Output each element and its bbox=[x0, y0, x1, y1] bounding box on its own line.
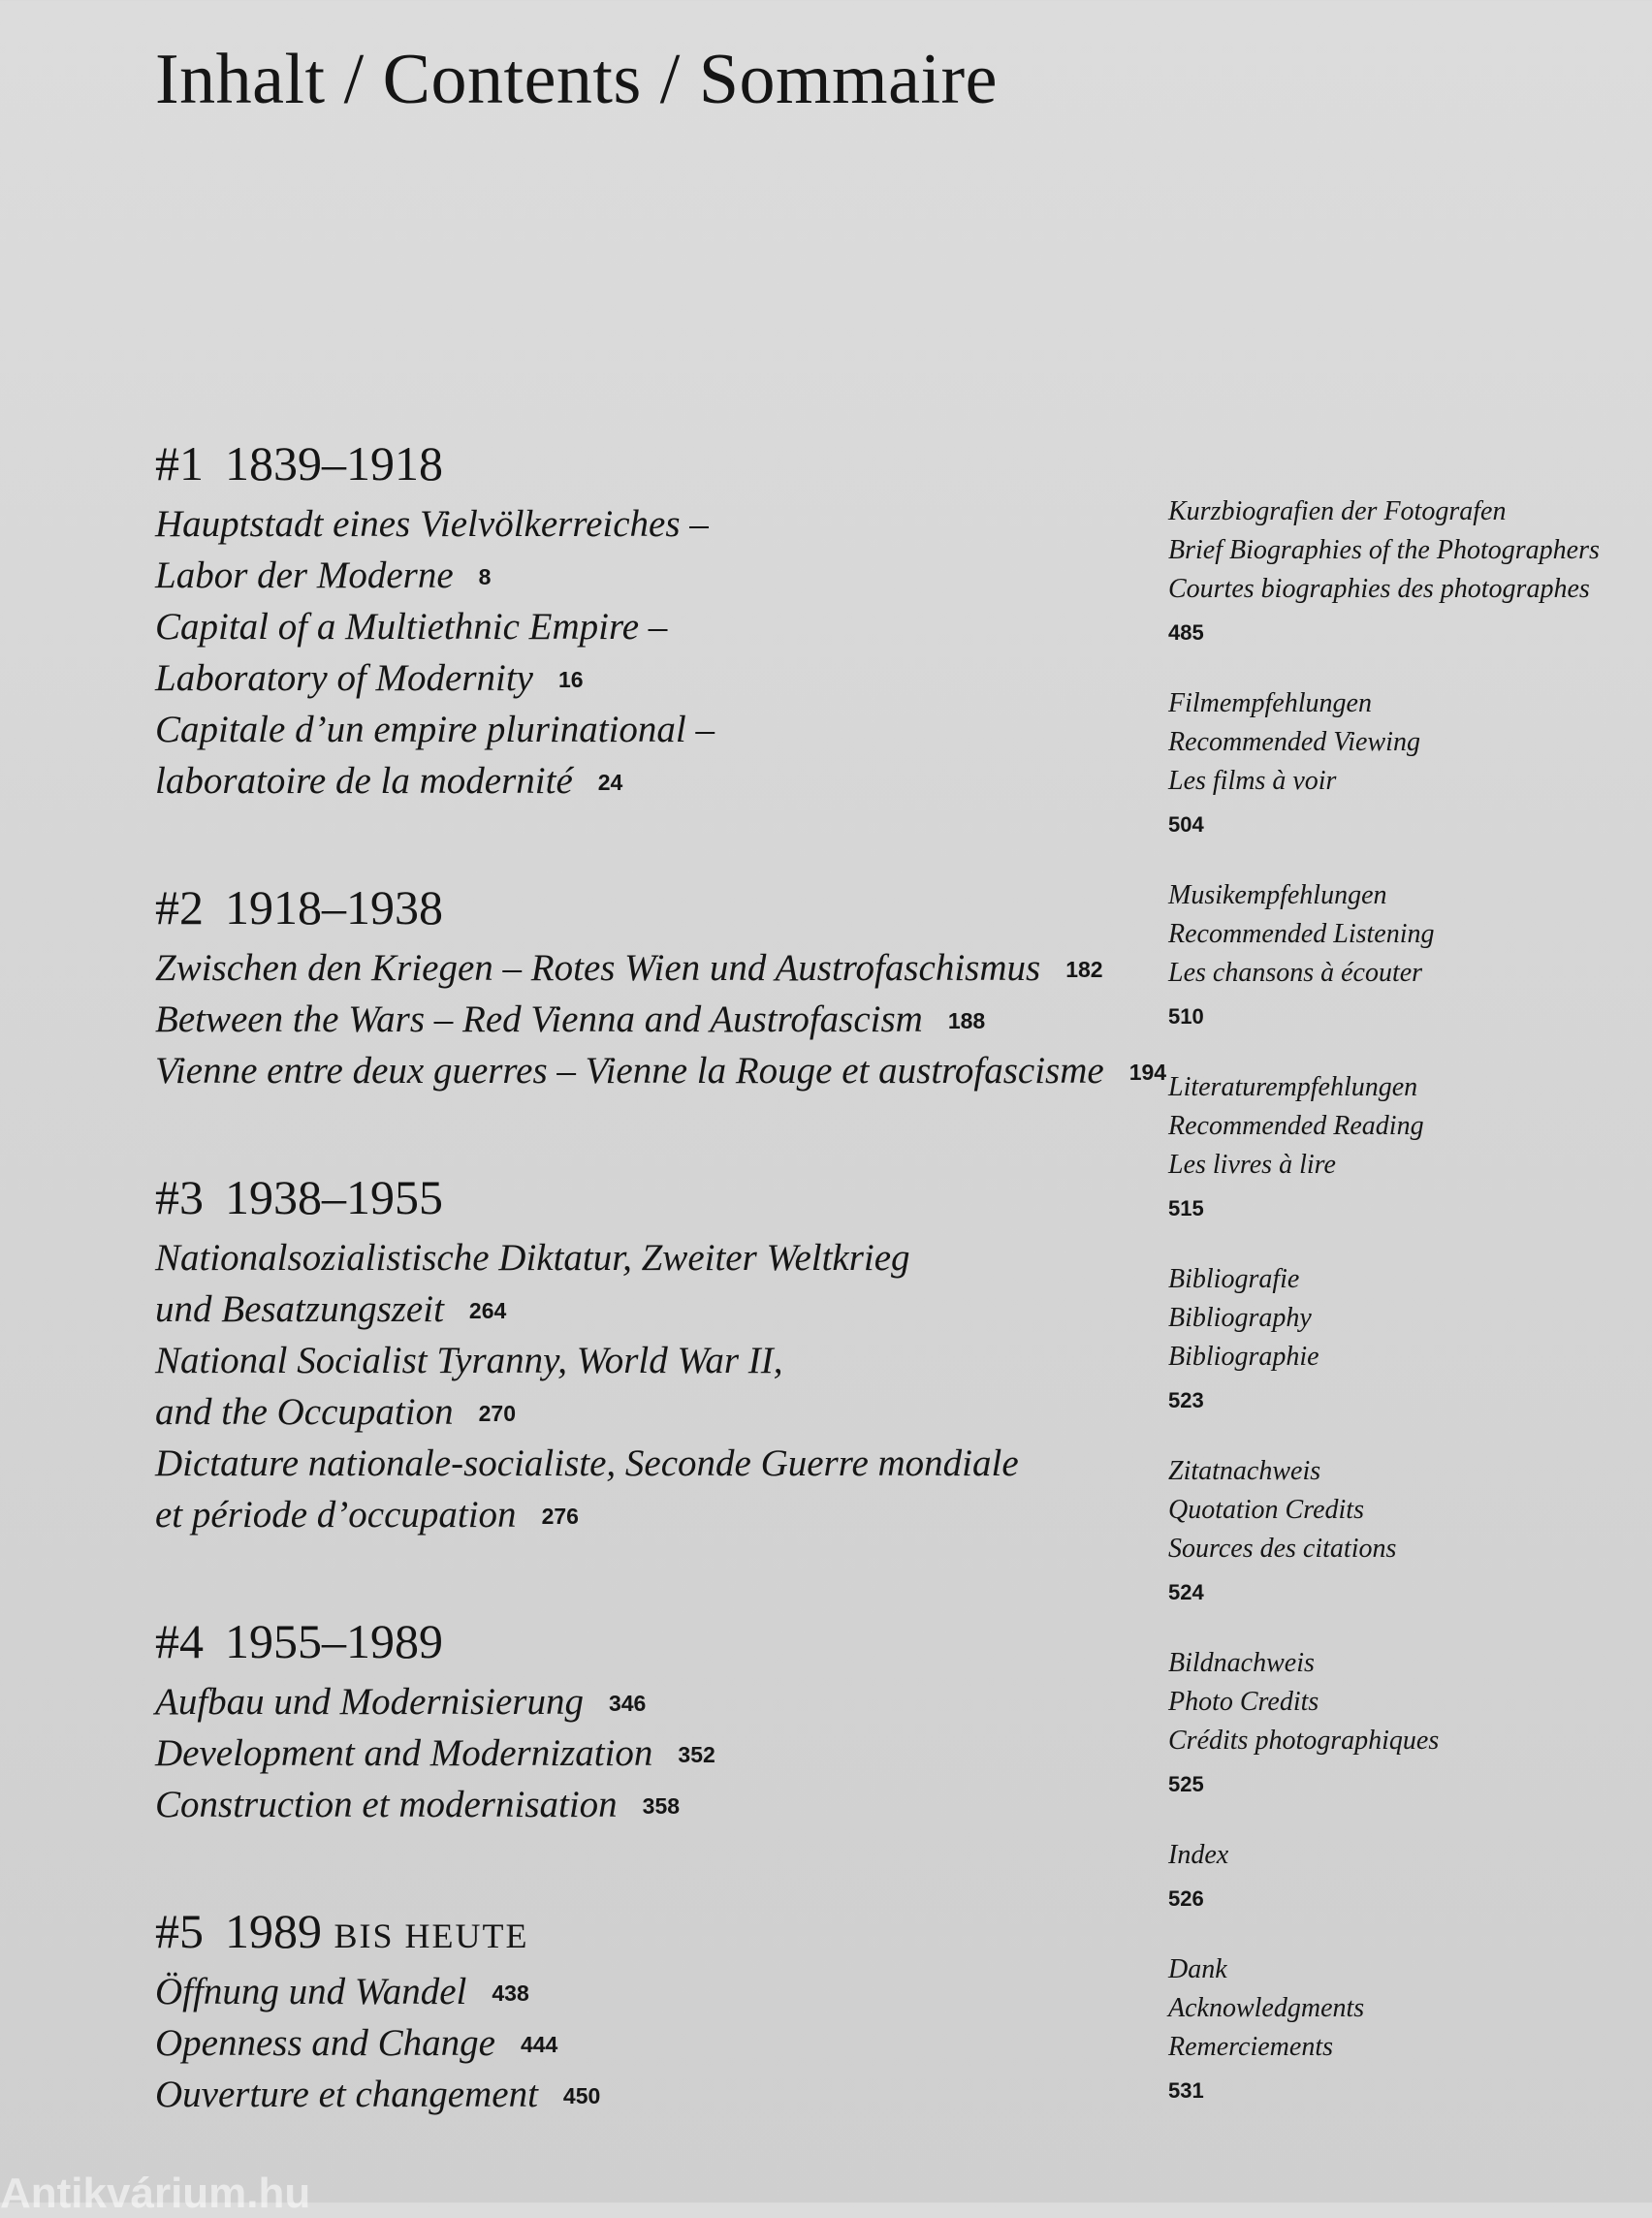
toc-entry[interactable] bbox=[155, 994, 1144, 1045]
toc-entry-title: Capital of a Multiethnic Empire – bbox=[155, 606, 668, 648]
appendix-entry-title: Bibliography bbox=[1168, 1303, 1312, 1333]
toc-page-number: 182 bbox=[1065, 956, 1103, 982]
chapter-years: 1938–1955 bbox=[225, 1170, 443, 1224]
toc-page-number: 270 bbox=[478, 1400, 516, 1426]
toc-entry[interactable] bbox=[155, 755, 1144, 807]
toc-entry-title: et période d’occupation bbox=[155, 1494, 517, 1536]
toc-entry-title: Between the Wars – Red Vienna and Austrofascism bbox=[155, 998, 923, 1040]
toc-entry[interactable] bbox=[155, 942, 1144, 994]
appendix-entry-title: Remerciements bbox=[1168, 2032, 1333, 2062]
appendix-entry-title: Les chansons à écouter bbox=[1168, 958, 1423, 988]
appendix-entry-title: Index bbox=[1168, 1840, 1229, 1870]
toc-entry-title: Nationalsozialistische Diktatur, Zweiter Weltkrieg bbox=[155, 1237, 910, 1279]
toc-entry[interactable] bbox=[155, 1438, 1144, 1489]
toc-entry[interactable] bbox=[155, 1966, 1144, 2017]
appendix-entry[interactable] bbox=[1168, 1644, 1614, 1836]
appendix-entry-title: Literaturempfehlungen bbox=[1168, 1072, 1418, 1102]
chapter-years: 1955–1989 bbox=[225, 1614, 443, 1668]
appendix-entry-title: Recommended Reading bbox=[1168, 1111, 1424, 1141]
toc-page-number: 352 bbox=[678, 1741, 715, 1767]
chapter-number: #4 bbox=[155, 1614, 204, 1668]
toc-page-number: 346 bbox=[608, 1690, 647, 1716]
appendix-entry-title: Recommended Listening bbox=[1168, 919, 1435, 949]
toc-entry[interactable] bbox=[155, 1045, 1167, 1096]
toc-entry-title: Ouverture et changement bbox=[155, 2074, 538, 2115]
appendix-page-number: 523 bbox=[1168, 1388, 1204, 1412]
toc-entry[interactable] bbox=[155, 498, 1144, 550]
toc-entry[interactable] bbox=[155, 1489, 1144, 1540]
chapter-section bbox=[155, 1166, 1144, 1540]
chapter-list bbox=[155, 432, 1167, 2120]
toc-page-number: 16 bbox=[557, 666, 584, 692]
appendix-entry[interactable] bbox=[1168, 1260, 1614, 1452]
appendix-entry-title: Kurzbiografien der Fotografen bbox=[1168, 496, 1507, 526]
appendix-entry-title: Les films à voir bbox=[1168, 766, 1337, 796]
toc-page-number: 450 bbox=[562, 2082, 601, 2108]
toc-entry-title: Development and Modernization bbox=[155, 1732, 653, 1774]
chapter-heading bbox=[155, 1610, 1144, 1672]
toc-page-number: 194 bbox=[1128, 1059, 1167, 1085]
appendix-entry-title: Quotation Credits bbox=[1168, 1495, 1364, 1525]
toc-entry[interactable] bbox=[155, 601, 1144, 652]
toc-entry-title: Openness and Change bbox=[155, 2022, 495, 2064]
toc-page-number: 444 bbox=[520, 2031, 558, 2057]
chapter-years: 1989 bbox=[225, 1904, 322, 1958]
appendix-entry-title: Bildnachweis bbox=[1168, 1648, 1315, 1678]
toc-page-number: 358 bbox=[642, 1792, 681, 1819]
toc-entry-title: National Socialist Tyranny, World War II, bbox=[155, 1340, 783, 1381]
toc-page-number: 438 bbox=[492, 1980, 529, 2006]
toc-entry[interactable] bbox=[155, 1727, 1144, 1779]
appendix-page-number: 515 bbox=[1168, 1196, 1204, 1220]
appendix-entry-title: Recommended Viewing bbox=[1168, 727, 1420, 757]
toc-entry-title: Hauptstadt eines Vielvölkerreiches – bbox=[155, 503, 709, 545]
toc-entry[interactable] bbox=[155, 2069, 1144, 2120]
appendix-page-number: 524 bbox=[1168, 1580, 1204, 1604]
chapter-years: 1918–1938 bbox=[225, 880, 443, 935]
appendix-entry[interactable] bbox=[1168, 876, 1614, 1068]
chapter-section bbox=[155, 876, 1167, 1096]
appendix-entry-title: Photo Credits bbox=[1168, 1687, 1319, 1717]
appendix-entry-title: Brief Biographies of the Photographers bbox=[1168, 535, 1600, 565]
toc-entry[interactable] bbox=[155, 1386, 1144, 1438]
toc-entry[interactable] bbox=[155, 2017, 1144, 2069]
appendix-entry-title: Zitatnachweis bbox=[1168, 1456, 1321, 1486]
toc-entry-title: laboratoire de la modernité bbox=[155, 760, 573, 802]
chapter-number: #3 bbox=[155, 1170, 204, 1224]
appendix-page-number: 485 bbox=[1168, 620, 1204, 645]
chapter-heading bbox=[155, 1166, 1144, 1228]
toc-entry[interactable] bbox=[155, 704, 1144, 755]
toc-entry[interactable] bbox=[155, 1283, 1144, 1335]
appendix-entry[interactable] bbox=[1168, 1950, 1614, 2142]
chapter-heading bbox=[155, 1900, 1144, 1962]
toc-entry-title: und Besatzungszeit bbox=[155, 1288, 444, 1330]
appendix-entry-title: Bibliographie bbox=[1168, 1342, 1319, 1372]
appendix-page-number: 531 bbox=[1168, 2078, 1204, 2103]
chapter-section bbox=[155, 432, 1144, 807]
toc-entry-title: Labor der Moderne bbox=[155, 554, 454, 596]
toc-page-number: 264 bbox=[468, 1297, 507, 1323]
appendix-page-number: 526 bbox=[1168, 1886, 1204, 1911]
chapter-number: #1 bbox=[155, 436, 204, 491]
toc-entry[interactable] bbox=[155, 1779, 1144, 1830]
appendix-entry-title: Acknowledgments bbox=[1168, 1993, 1365, 2023]
chapter-number: #5 bbox=[155, 1904, 204, 1958]
toc-entry[interactable] bbox=[155, 652, 1144, 704]
toc-page-number: 24 bbox=[597, 769, 623, 795]
appendix-page-number: 510 bbox=[1168, 1004, 1204, 1029]
appendix-page-number: 504 bbox=[1168, 812, 1204, 837]
chapter-heading bbox=[155, 432, 1144, 494]
toc-entry-title: Construction et modernisation bbox=[155, 1784, 618, 1825]
toc-entry-title: Vienne entre deux guerres – Vienne la Rouge et austrofascisme bbox=[155, 1050, 1104, 1092]
toc-entry-title: Aufbau und Modernisierung bbox=[155, 1681, 584, 1723]
appendix-entry[interactable] bbox=[1168, 1836, 1614, 1950]
appendix-list bbox=[1168, 492, 1614, 2142]
appendix-entry-title: Crédits photographiques bbox=[1168, 1726, 1440, 1756]
appendix-entry-title: Filmempfehlungen bbox=[1168, 688, 1372, 718]
appendix-entry[interactable] bbox=[1168, 492, 1614, 684]
appendix-entry-title: Dank bbox=[1168, 1954, 1227, 1984]
appendix-page-number: 525 bbox=[1168, 1772, 1204, 1796]
toc-entry-title: Laboratory of Modernity bbox=[155, 657, 533, 699]
toc-entry-title: Dictature nationale-socialiste, Seconde Guerre mondiale bbox=[155, 1442, 1019, 1484]
appendix-entry-title: Sources des citations bbox=[1168, 1534, 1397, 1564]
chapter-years: 1839–1918 bbox=[225, 436, 443, 491]
toc-entry[interactable] bbox=[155, 550, 1144, 601]
toc-entry-title: Zwischen den Kriegen – Rotes Wien und Austrofaschismus bbox=[155, 947, 1041, 989]
appendix-entry[interactable] bbox=[1168, 684, 1614, 876]
toc-entry-title: and the Occupation bbox=[155, 1391, 454, 1433]
toc-entry[interactable] bbox=[155, 1335, 1144, 1386]
appendix-entry-title: Musikempfehlungen bbox=[1168, 880, 1387, 910]
toc-entry-title: Capitale d’un empire plurinational – bbox=[155, 709, 715, 750]
page-title: Inhalt / Contents / Sommaire bbox=[155, 40, 999, 119]
appendix-entry-title: Les livres à lire bbox=[1168, 1150, 1336, 1180]
watermark: Antikvárium.hu bbox=[0, 2170, 311, 2217]
toc-entry[interactable] bbox=[155, 1232, 1144, 1283]
chapter-section bbox=[155, 1900, 1144, 2120]
chapter-section bbox=[155, 1610, 1144, 1830]
chapter-heading-suffix: BIS HEUTE bbox=[334, 1917, 529, 1955]
chapter-number: #2 bbox=[155, 880, 204, 935]
toc-page-number: 276 bbox=[541, 1503, 579, 1529]
toc-page-number: 8 bbox=[478, 563, 492, 589]
appendix-entry[interactable] bbox=[1168, 1068, 1614, 1260]
chapter-heading bbox=[155, 876, 1144, 938]
appendix-entry-title: Bibliografie bbox=[1168, 1264, 1300, 1294]
toc-page-number: 188 bbox=[947, 1007, 986, 1033]
appendix-entry[interactable] bbox=[1168, 1452, 1614, 1644]
toc-entry-title: Öffnung und Wandel bbox=[155, 1971, 467, 2012]
toc-entry[interactable] bbox=[155, 1676, 1144, 1727]
appendix-entry-title: Courtes biographies des photographes bbox=[1168, 574, 1590, 604]
